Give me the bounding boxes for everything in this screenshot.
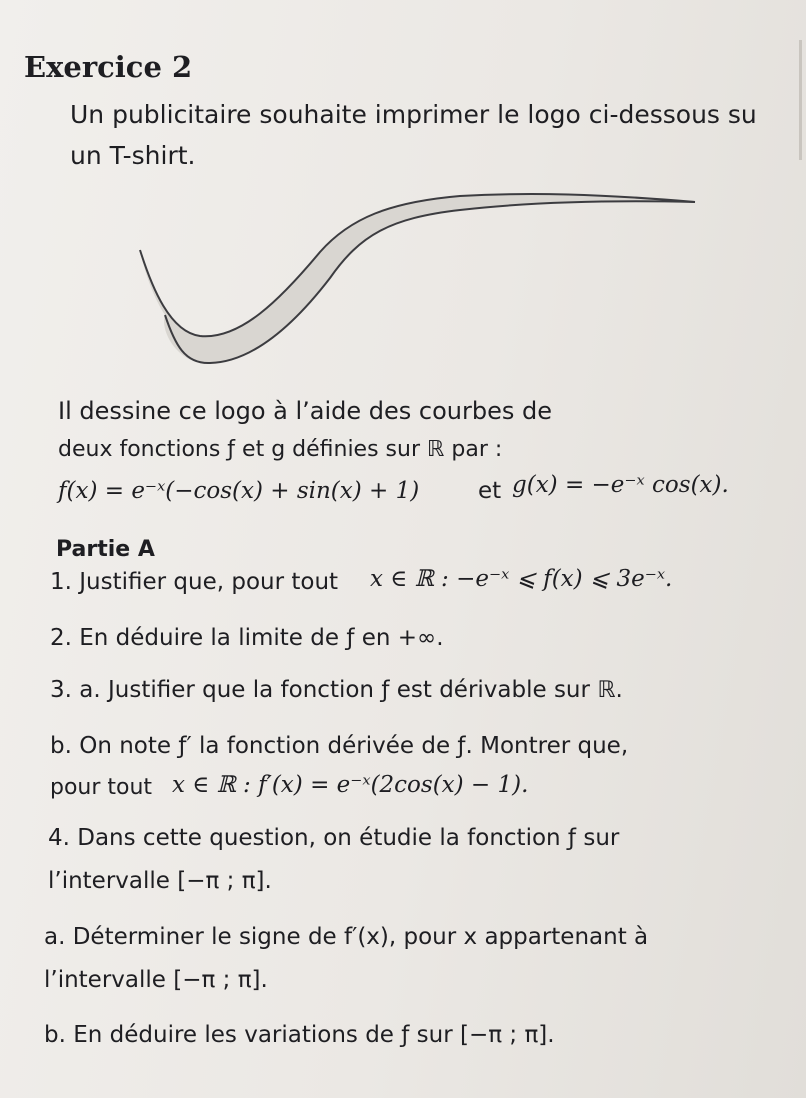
definition-g: g(x) = −e⁻ˣ cos(x). bbox=[512, 472, 729, 498]
page-edge bbox=[799, 40, 802, 160]
logo-figure bbox=[130, 180, 700, 370]
definition-f: f(x) = e⁻ˣ(−cos(x) + sin(x) + 1) bbox=[58, 478, 420, 504]
question-4a-line-1: a. Déterminer le signe de f′(x), pour x appartenant à bbox=[44, 924, 649, 950]
question-1-math: x ∈ ℝ : −e⁻ˣ ⩽ f(x) ⩽ 3e⁻ˣ. bbox=[370, 566, 673, 592]
question-2: 2. En déduire la limite de ƒ en +∞. bbox=[50, 625, 444, 651]
part-a-heading: Partie A bbox=[56, 537, 155, 562]
logo-band bbox=[140, 194, 695, 363]
definition-connector: et bbox=[478, 478, 502, 504]
question-4b: b. En déduire les variations de ƒ sur [−π ; π]. bbox=[44, 1022, 555, 1048]
question-4-line-1: 4. Dans cette question, on étudie la fonction ƒ sur bbox=[48, 825, 620, 851]
question-4a-line-2: l’intervalle [−π ; π]. bbox=[44, 967, 268, 993]
question-3b-line-1: b. On note ƒ′ la fonction dérivée de ƒ. Montrer que, bbox=[50, 733, 629, 759]
question-4-line-2: l’intervalle [−π ; π]. bbox=[48, 868, 272, 894]
question-1-text: 1. Justifier que, pour tout bbox=[50, 569, 339, 595]
intro-line-2: un T-shirt. bbox=[70, 141, 196, 170]
description-line-2: deux fonctions ƒ et g définies sur ℝ par : bbox=[58, 437, 503, 462]
exercise-title: Exercice 2 bbox=[24, 50, 193, 84]
question-3b-text: pour tout bbox=[50, 775, 153, 800]
intro-line-1: Un publicitaire souhaite imprimer le logo ci-dessous su bbox=[70, 100, 757, 129]
question-3b-math: x ∈ ℝ : f′(x) = e⁻ˣ(2cos(x) − 1). bbox=[172, 772, 529, 798]
question-3a: 3. a. Justifier que la fonction ƒ est dérivable sur ℝ. bbox=[50, 677, 623, 703]
description-line-1: Il dessine ce logo à l’aide des courbes de bbox=[58, 397, 553, 425]
